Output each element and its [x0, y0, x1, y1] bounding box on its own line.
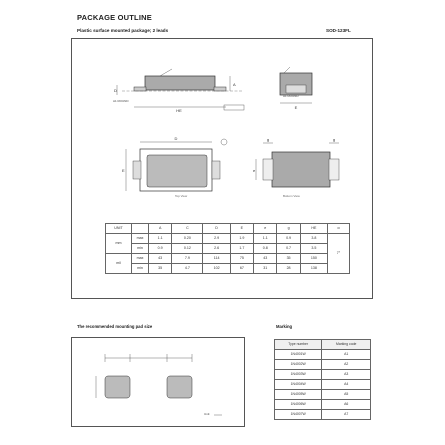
table-row [275, 380, 371, 390]
value-cell: 4.7 [172, 264, 203, 274]
value-cell: 43 [254, 254, 277, 264]
svg-text:E: E [122, 168, 125, 173]
code-cell: A3 [322, 370, 371, 380]
svg-text:D: D [174, 136, 178, 141]
table-row [275, 410, 371, 420]
type-cell: 1N4002W [275, 360, 322, 370]
svg-text:E: E [294, 105, 298, 110]
table-header-cell: Type number [275, 340, 322, 350]
table-header-row [275, 340, 371, 350]
table-header-cell: UNIT [106, 224, 132, 234]
top-view-caption: Top View [175, 194, 188, 198]
table-header-cell: C [172, 224, 203, 234]
value-cell: 138 [300, 264, 327, 274]
table-header-cell: g [277, 224, 300, 234]
table-row [106, 254, 350, 264]
type-cell: 1N4005W [275, 390, 322, 400]
code-cell: A1 [322, 350, 371, 360]
bottom-view-drawing [253, 137, 339, 187]
unit-label: Unit: [204, 412, 211, 416]
table-row [106, 234, 350, 244]
code-cell: A7 [322, 410, 371, 420]
marking-title: Marking [276, 324, 293, 329]
code-cell: A4 [322, 380, 371, 390]
type-cell: 1N4006W [275, 400, 322, 410]
page-subtitle: Plastic surface mounted package; 2 leads [77, 28, 169, 33]
code-cell: A6 [322, 400, 371, 410]
value-cell: 43 [149, 254, 172, 264]
table-row [275, 350, 371, 360]
end-view-drawing [280, 67, 312, 110]
value-cell: 1.1 [254, 234, 277, 244]
value-cell: 0.9 [149, 244, 172, 254]
table-row [275, 360, 371, 370]
table-header-cell: e [254, 224, 277, 234]
value-cell: 0.7 [277, 244, 300, 254]
svg-text:D: D [114, 88, 117, 93]
table-row [275, 390, 371, 400]
kind-cell: max [132, 254, 149, 264]
svg-text:e: e [253, 168, 256, 173]
page-title: PACKAGE OUTLINE [77, 13, 152, 22]
value-cell: 35 [149, 264, 172, 274]
table-header-cell: α [328, 224, 350, 234]
value-cell: 114 [203, 254, 230, 264]
value-cell: 150 [300, 254, 327, 264]
value-cell: 0.12 [172, 244, 203, 254]
type-cell: 1N4004W [275, 380, 322, 390]
table-row [106, 244, 350, 254]
value-cell: 2.6 [203, 244, 230, 254]
outline-drawings [72, 39, 372, 214]
value-cell: 1.7 [230, 244, 253, 254]
mounting-pad-panel [71, 337, 245, 427]
value-cell: 102 [203, 264, 230, 274]
table-header-cell: D [203, 224, 230, 234]
value-cell: 2.9 [203, 234, 230, 244]
side-view-drawing [114, 69, 244, 113]
value-cell: 31 [254, 264, 277, 274]
svg-text:g: g [266, 137, 270, 142]
kind-cell: min [132, 264, 149, 274]
table-header-cell: A [149, 224, 172, 234]
table-header-row [106, 224, 350, 234]
value-cell: 1.1 [149, 234, 172, 244]
type-cell: 1N4001W [275, 350, 322, 360]
kind-cell: max [132, 234, 149, 244]
value-cell: 35 [277, 254, 300, 264]
table-row [275, 370, 371, 380]
type-cell: 1N4007W [275, 410, 322, 420]
package-outline-panel [71, 38, 373, 299]
value-cell: 0.8 [254, 244, 277, 254]
top-view-drawing [122, 136, 227, 191]
type-cell: 1N4003W [275, 370, 322, 380]
svg-text:g: g [332, 137, 336, 142]
unit-cell: mil [106, 254, 132, 274]
code-cell: A2 [322, 360, 371, 370]
svg-text:A: A [233, 82, 236, 87]
callout-a1-round-side: A1 ROUND [113, 99, 129, 103]
value-cell: 3.8 [300, 234, 327, 244]
table-row [106, 264, 350, 274]
dimensions-table [105, 223, 350, 274]
kind-cell: min [132, 244, 149, 254]
marking-table [274, 339, 371, 420]
value-cell: 1.9 [230, 234, 253, 244]
table-header-cell [132, 224, 149, 234]
table-row [275, 400, 371, 410]
mounting-title: The recommended mounting pad size [77, 324, 153, 329]
value-cell: 3.5 [300, 244, 327, 254]
angle-cell: 7° [328, 234, 350, 274]
value-cell: 0.20 [172, 234, 203, 244]
unit-cell: mm [106, 234, 132, 254]
table-header-cell: E [230, 224, 253, 234]
callout-a1-round-end: A1 ROUND [283, 94, 299, 98]
package-name: SOD-123FL [326, 28, 351, 33]
value-cell: 28 [277, 264, 300, 274]
mounting-pad-drawing [72, 338, 244, 426]
code-cell: A5 [322, 390, 371, 400]
table-header-cell: Marking code [322, 340, 371, 350]
bottom-view-caption: Bottom View [283, 194, 300, 198]
value-cell: 7.9 [172, 254, 203, 264]
value-cell: 75 [230, 254, 253, 264]
value-cell: 67 [230, 264, 253, 274]
svg-text:HE: HE [176, 108, 182, 113]
value-cell: 0.9 [277, 234, 300, 244]
table-header-cell: HE [300, 224, 327, 234]
